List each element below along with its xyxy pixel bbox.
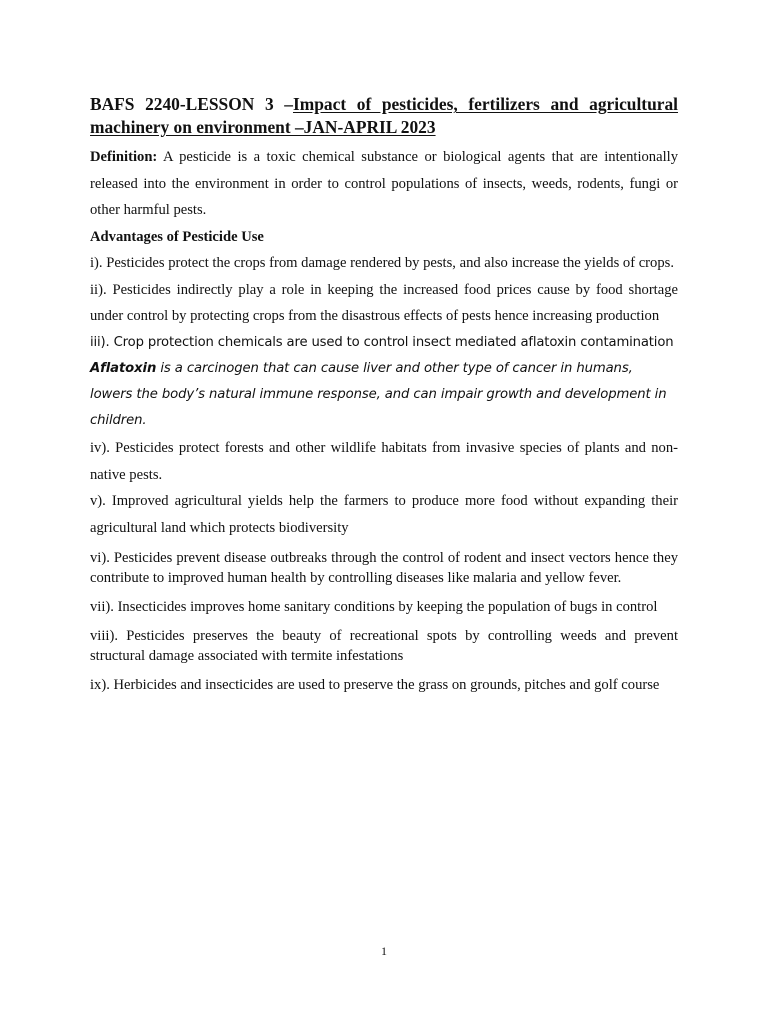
advantage-item-viii: viii). Pesticides preserves the beauty of recreational spots by controlling weeds and prevent structural damage associated with termite infestations <box>90 628 678 664</box>
aflatoxin-term: Aflatoxin <box>90 361 157 376</box>
advantage-item-i: i). Pesticides protect the crops from damage rendered by pests, and also increase the yields of crops. <box>90 255 674 271</box>
document-title <box>90 93 678 139</box>
advantage-item-v: v). Improved agricultural yields help the farmers to produce more food without expanding their agricultural land which protects biodiversity <box>90 493 678 536</box>
title-prefix: BAFS 2240-LESSON 3 – <box>90 94 293 114</box>
title-topic: Impact of pesticides, fertilizers and agricultural machinery on environment –JAN-APRIL 2023 <box>90 94 679 137</box>
definition-paragraph <box>90 144 678 224</box>
advantage-item-vii: vii). Insecticides improves home sanitary conditions by keeping the population of bugs in control <box>90 599 658 615</box>
definition-text: A pesticide is a toxic chemical substance or biological agents that are intentionally released into the environment in order to control populations of insects, weeds, rodents, fungi or other harmful pests. <box>90 149 678 218</box>
page-number: 1 <box>381 944 387 958</box>
advantage-item-iii: iii). Crop protection chemicals are used to control insect mediated aflatoxin contamination <box>90 334 674 350</box>
aflatoxin-text: is a carcinogen that can cause liver and other type of cancer in humans, lowers the body’s natural immune response, and can impair growth and development in children. <box>90 361 667 428</box>
advantage-item-ii: ii). Pesticides indirectly play a role in keeping the increased food prices cause by food shortage under control by protecting crops from the disastrous effects of pests hence increasing production <box>90 281 678 324</box>
advantages-heading: Advantages of Pesticide Use <box>90 228 264 245</box>
advantage-item-vi: vi). Pesticides prevent disease outbreaks through the control of rodent and insect vectors hence they contribute to improved human health by controlling diseases like malaria and yellow fever. <box>90 550 678 586</box>
advantage-item-ix: ix). Herbicides and insecticides are used to preserve the grass on grounds, pitches and golf course <box>90 677 660 693</box>
page-content <box>90 93 678 695</box>
aflatoxin-note <box>90 356 678 434</box>
definition-label: Definition: <box>90 149 158 165</box>
advantage-item-iv: iv). Pesticides protect forests and other wildlife habitats from invasive species of plants and non-native pests. <box>90 440 678 483</box>
